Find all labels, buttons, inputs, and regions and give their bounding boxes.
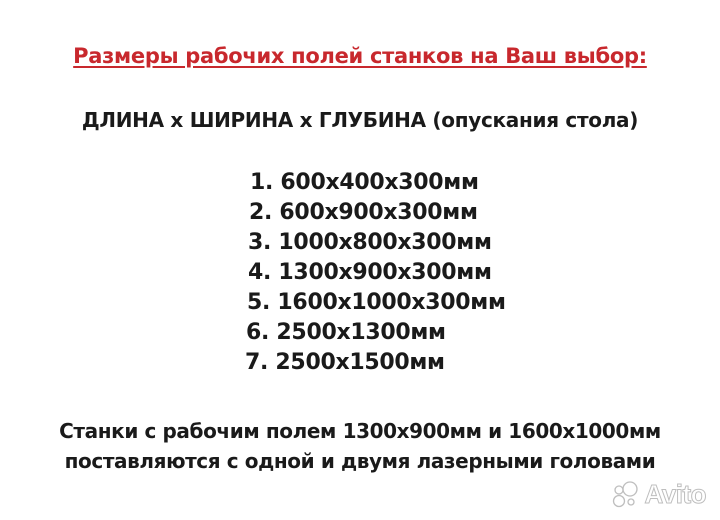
footer-line-2: поставляются с одной и двумя лазерными головами <box>64 449 656 473</box>
size-list <box>0 168 720 378</box>
dimensions-title: ДЛИНА х ШИРИНА х ГЛУБИНА (опускания стола) <box>81 108 639 132</box>
size-item-2: 2. 600х900х300мм <box>249 200 478 225</box>
footer-note <box>0 416 720 476</box>
avito-watermark <box>610 479 706 510</box>
size-item-4: 4. 1300х900х300мм <box>248 260 492 285</box>
page-heading: Размеры рабочих полей станков на Ваш выбор: <box>73 44 647 68</box>
size-item-3: 3. 1000х800х300мм <box>248 230 492 255</box>
footer-line-1: Станки с рабочим полем 1300х900мм и 1600х1000мм <box>59 419 661 443</box>
avito-watermark-text: Avito <box>644 479 706 509</box>
size-item-5: 5. 1600х1000х300мм <box>247 290 506 315</box>
avito-dots-icon <box>610 480 640 510</box>
size-item-1: 1. 600х400х300мм <box>250 170 479 195</box>
size-item-6: 6. 2500х1300мм <box>246 320 446 345</box>
size-item-7: 7. 2500х1500мм <box>245 350 445 375</box>
